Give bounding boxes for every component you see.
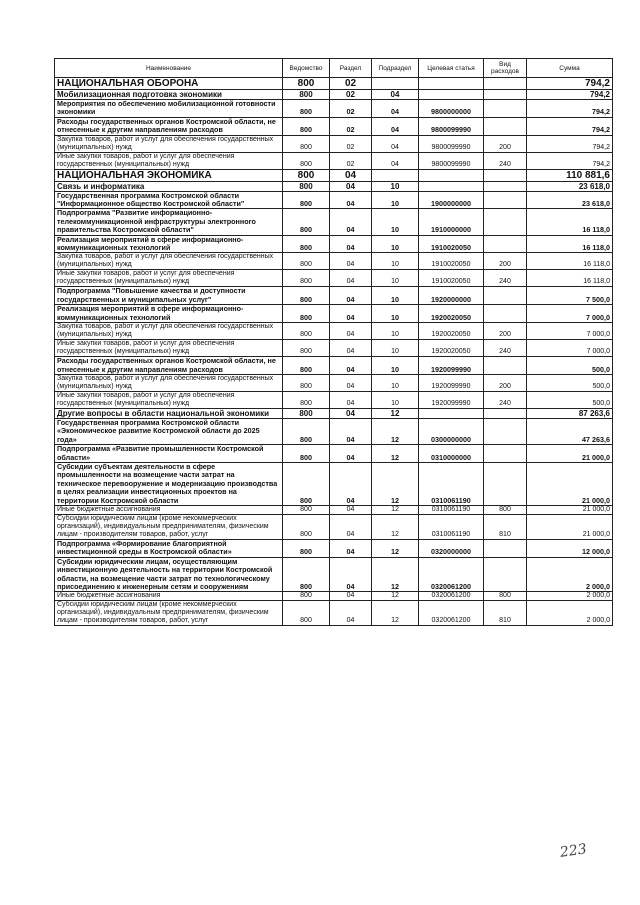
- cell-subsection: 10: [372, 181, 419, 191]
- header-section: Раздел: [330, 59, 372, 78]
- table-row: [55, 209, 613, 235]
- cell-target: 9800099990: [419, 117, 484, 135]
- cell-name: Государственная программа Костромской области «Экономическое развитие Костромской области до 2025 года»: [55, 418, 283, 444]
- table-row: [55, 592, 613, 601]
- cell-exp: [484, 418, 527, 444]
- header-row: [55, 59, 613, 78]
- cell-subsection: 10: [372, 391, 419, 408]
- cell-name: Субсидии субъектам деятельности в сфере промышленности на возмещение части затрат на техническое перевооружение и модернизацию производства в целях реализации инвестиционных проектов на территории Костромской области: [55, 462, 283, 505]
- cell-subsection: 04: [372, 100, 419, 118]
- cell-target: [419, 408, 484, 418]
- cell-target: 1910020050: [419, 253, 484, 270]
- cell-target: 1910020050: [419, 235, 484, 253]
- cell-subsection: 12: [372, 539, 419, 557]
- cell-dept: 800: [283, 287, 330, 305]
- cell-section: 02: [330, 117, 372, 135]
- cell-name: Закупка товаров, работ и услуг для обеспечения государственных (муниципальных) нужд: [55, 374, 283, 391]
- cell-subsection: 12: [372, 418, 419, 444]
- cell-subsection: 10: [372, 253, 419, 270]
- table-row: [55, 270, 613, 287]
- cell-sum: 21 000,0: [527, 505, 613, 514]
- cell-subsection: 10: [372, 209, 419, 235]
- cell-target: 9800099990: [419, 152, 484, 169]
- cell-name: Мероприятия по обеспечению мобилизационной готовности экономики: [55, 100, 283, 118]
- table-row: [55, 78, 613, 90]
- cell-section: 02: [330, 152, 372, 169]
- cell-section: 02: [330, 100, 372, 118]
- cell-name: Иные бюджетные ассигнования: [55, 505, 283, 514]
- cell-name: Иные закупки товаров, работ и услуг для обеспечения государственных (муниципальных) нужд: [55, 152, 283, 169]
- cell-exp: [484, 445, 527, 463]
- cell-section: 04: [330, 514, 372, 539]
- cell-sum: 21 000,0: [527, 462, 613, 505]
- cell-name: Субсидии юридическим лицам (кроме некоммерческих организаций), индивидуальным предпринимателям, физическим лицам - производителям товаров, работ, услуг: [55, 514, 283, 539]
- header-subsection: Подраздел: [372, 59, 419, 78]
- cell-exp: [484, 462, 527, 505]
- cell-subsection: 12: [372, 445, 419, 463]
- cell-sum: 2 000,0: [527, 557, 613, 592]
- cell-dept: 800: [283, 374, 330, 391]
- cell-target: 0310061190: [419, 505, 484, 514]
- table-row: [55, 462, 613, 505]
- cell-exp: [484, 287, 527, 305]
- cell-target: 1920099990: [419, 357, 484, 375]
- header-name: Наименование: [55, 59, 283, 78]
- cell-exp: [484, 191, 527, 209]
- cell-exp: [484, 117, 527, 135]
- cell-exp: [484, 90, 527, 100]
- cell-section: 02: [330, 90, 372, 100]
- cell-target: 1910020050: [419, 270, 484, 287]
- cell-name: Другие вопросы в области национальной экономики: [55, 408, 283, 418]
- cell-exp: 810: [484, 601, 527, 626]
- table-row: [55, 235, 613, 253]
- cell-target: 9800000000: [419, 100, 484, 118]
- cell-target: [419, 78, 484, 90]
- cell-exp: [484, 209, 527, 235]
- table-row: [55, 445, 613, 463]
- cell-exp: [484, 181, 527, 191]
- cell-dept: 800: [283, 445, 330, 463]
- cell-section: 04: [330, 191, 372, 209]
- cell-section: 04: [330, 462, 372, 505]
- cell-sum: 7 000,0: [527, 340, 613, 357]
- table-body: [55, 78, 613, 626]
- table-row: [55, 557, 613, 592]
- table-row: [55, 514, 613, 539]
- cell-name: Мобилизационная подготовка экономики: [55, 90, 283, 100]
- cell-subsection: 04: [372, 135, 419, 152]
- cell-sum: 16 118,0: [527, 270, 613, 287]
- cell-target: 0320000000: [419, 539, 484, 557]
- cell-target: 1920000000: [419, 287, 484, 305]
- cell-dept: 800: [283, 270, 330, 287]
- cell-exp: 810: [484, 514, 527, 539]
- table-row: [55, 305, 613, 323]
- cell-name: Реализация мероприятий в сфере информационно-коммуникационных технологий: [55, 235, 283, 253]
- cell-subsection: [372, 169, 419, 181]
- cell-name: Связь и информатика: [55, 181, 283, 191]
- cell-target: 0300000000: [419, 418, 484, 444]
- cell-sum: 794,2: [527, 100, 613, 118]
- cell-exp: 240: [484, 391, 527, 408]
- cell-name: Расходы государственных органов Костромской области, не отнесенные к другим направлениям расходов: [55, 117, 283, 135]
- cell-target: [419, 181, 484, 191]
- cell-target: 1920020050: [419, 305, 484, 323]
- header-target: Целевая статья: [419, 59, 484, 78]
- cell-exp: 200: [484, 253, 527, 270]
- cell-target: 0310061190: [419, 514, 484, 539]
- cell-section: 04: [330, 270, 372, 287]
- cell-section: 04: [330, 557, 372, 592]
- cell-name: Иные закупки товаров, работ и услуг для обеспечения государственных (муниципальных) нужд: [55, 340, 283, 357]
- cell-section: 04: [330, 357, 372, 375]
- cell-name: Иные бюджетные ассигнования: [55, 592, 283, 601]
- cell-name: Иные закупки товаров, работ и услуг для обеспечения государственных (муниципальных) нужд: [55, 270, 283, 287]
- cell-sum: 500,0: [527, 374, 613, 391]
- cell-exp: 200: [484, 323, 527, 340]
- cell-exp: 800: [484, 505, 527, 514]
- cell-name: Субсидии юридическим лицам (кроме некоммерческих организаций), индивидуальным предпринимателям, физическим лицам - производителям товаров, работ, услуг: [55, 601, 283, 626]
- cell-sum: 87 263,6: [527, 408, 613, 418]
- cell-name: Иные закупки товаров, работ и услуг для обеспечения государственных (муниципальных) нужд: [55, 391, 283, 408]
- cell-subsection: 10: [372, 357, 419, 375]
- cell-name: НАЦИОНАЛЬНАЯ ОБОРОНА: [55, 78, 283, 90]
- cell-name: Закупка товаров, работ и услуг для обеспечения государственных (муниципальных) нужд: [55, 135, 283, 152]
- table-row: [55, 601, 613, 626]
- cell-section: 04: [330, 505, 372, 514]
- cell-subsection: 12: [372, 505, 419, 514]
- cell-exp: [484, 305, 527, 323]
- cell-sum: 16 118,0: [527, 235, 613, 253]
- cell-dept: 800: [283, 100, 330, 118]
- cell-dept: 800: [283, 514, 330, 539]
- cell-sum: 12 000,0: [527, 539, 613, 557]
- table-row: [55, 391, 613, 408]
- cell-sum: 16 118,0: [527, 209, 613, 235]
- cell-exp: [484, 408, 527, 418]
- table-row: [55, 357, 613, 375]
- table-row: [55, 408, 613, 418]
- table-row: [55, 181, 613, 191]
- cell-section: 04: [330, 592, 372, 601]
- cell-sum: 7 500,0: [527, 287, 613, 305]
- cell-name: НАЦИОНАЛЬНАЯ ЭКОНОМИКА: [55, 169, 283, 181]
- table-row: [55, 169, 613, 181]
- cell-section: 02: [330, 78, 372, 90]
- cell-dept: 800: [283, 305, 330, 323]
- cell-sum: 794,2: [527, 90, 613, 100]
- header-dept: Ведомство: [283, 59, 330, 78]
- cell-target: 0310000000: [419, 445, 484, 463]
- cell-sum: 16 118,0: [527, 253, 613, 270]
- cell-section: 04: [330, 209, 372, 235]
- cell-dept: 800: [283, 505, 330, 514]
- cell-subsection: 10: [372, 287, 419, 305]
- cell-dept: 800: [283, 357, 330, 375]
- cell-dept: 800: [283, 253, 330, 270]
- cell-dept: 800: [283, 391, 330, 408]
- cell-subsection: 10: [372, 340, 419, 357]
- cell-section: 04: [330, 539, 372, 557]
- cell-exp: 240: [484, 340, 527, 357]
- cell-section: 04: [330, 235, 372, 253]
- cell-dept: 800: [283, 135, 330, 152]
- budget-table: [54, 58, 613, 626]
- cell-section: 04: [330, 181, 372, 191]
- cell-section: 04: [330, 340, 372, 357]
- cell-exp: [484, 78, 527, 90]
- cell-name: Государственная программа Костромской области "Информационное общество Костромской области": [55, 191, 283, 209]
- table-row: [55, 135, 613, 152]
- table-row: [55, 505, 613, 514]
- cell-subsection: 12: [372, 514, 419, 539]
- cell-subsection: 12: [372, 601, 419, 626]
- cell-name: Субсидии юридическим лицам, осуществляющим инвестиционную деятельность на территории Костромской области, на возмещение части затрат по технологическому присоединению к инженерным сетям и сооружениям: [55, 557, 283, 592]
- cell-exp: 800: [484, 592, 527, 601]
- cell-subsection: 10: [372, 323, 419, 340]
- cell-exp: [484, 169, 527, 181]
- table-row: [55, 191, 613, 209]
- cell-subsection: 12: [372, 557, 419, 592]
- cell-target: 1920099990: [419, 391, 484, 408]
- cell-section: 04: [330, 601, 372, 626]
- cell-target: 0320061200: [419, 557, 484, 592]
- cell-section: 04: [330, 391, 372, 408]
- cell-sum: 2 000,0: [527, 592, 613, 601]
- table-row: [55, 323, 613, 340]
- cell-section: 04: [330, 418, 372, 444]
- cell-exp: [484, 235, 527, 253]
- cell-subsection: 04: [372, 90, 419, 100]
- cell-name: Расходы государственных органов Костромской области, не отнесенные к другим направлениям расходов: [55, 357, 283, 375]
- cell-target: [419, 90, 484, 100]
- cell-target: 1920020050: [419, 323, 484, 340]
- cell-sum: 500,0: [527, 391, 613, 408]
- cell-sum: 23 618,0: [527, 191, 613, 209]
- table-row: [55, 374, 613, 391]
- cell-dept: 800: [283, 601, 330, 626]
- cell-name: Подпрограмма "Повышение качества и доступности государственных и муниципальных услуг": [55, 287, 283, 305]
- cell-target: 0310061190: [419, 462, 484, 505]
- cell-sum: 2 000,0: [527, 601, 613, 626]
- cell-dept: 800: [283, 323, 330, 340]
- cell-dept: 800: [283, 181, 330, 191]
- cell-section: 04: [330, 374, 372, 391]
- cell-name: Закупка товаров, работ и услуг для обеспечения государственных (муниципальных) нужд: [55, 323, 283, 340]
- cell-dept: 800: [283, 169, 330, 181]
- cell-sum: 110 881,6: [527, 169, 613, 181]
- cell-name: Подпрограмма «Формирование благоприятной инвестиционной среды в Костромской области»: [55, 539, 283, 557]
- cell-target: 1900000000: [419, 191, 484, 209]
- cell-sum: 794,2: [527, 135, 613, 152]
- cell-sum: 794,2: [527, 152, 613, 169]
- table-row: [55, 340, 613, 357]
- cell-subsection: 10: [372, 191, 419, 209]
- cell-exp: [484, 100, 527, 118]
- cell-name: Подпрограмма «Развитие промышленности Костромской области»: [55, 445, 283, 463]
- cell-sum: 23 618,0: [527, 181, 613, 191]
- table-row: [55, 539, 613, 557]
- cell-subsection: 12: [372, 408, 419, 418]
- header-exp: Вид расходов: [484, 59, 527, 78]
- cell-sum: 21 000,0: [527, 514, 613, 539]
- cell-name: Закупка товаров, работ и услуг для обеспечения государственных (муниципальных) нужд: [55, 253, 283, 270]
- cell-subsection: 04: [372, 117, 419, 135]
- cell-sum: 7 000,0: [527, 305, 613, 323]
- cell-section: 04: [330, 287, 372, 305]
- cell-exp: 200: [484, 135, 527, 152]
- cell-sum: 794,2: [527, 78, 613, 90]
- cell-subsection: 04: [372, 152, 419, 169]
- cell-exp: [484, 357, 527, 375]
- cell-sum: 500,0: [527, 357, 613, 375]
- table-row: [55, 117, 613, 135]
- cell-target: 1920020050: [419, 340, 484, 357]
- cell-dept: 800: [283, 592, 330, 601]
- cell-subsection: 10: [372, 305, 419, 323]
- cell-dept: 800: [283, 209, 330, 235]
- cell-exp: 240: [484, 270, 527, 287]
- cell-target: 1920099990: [419, 374, 484, 391]
- cell-dept: 800: [283, 117, 330, 135]
- table-row: [55, 287, 613, 305]
- cell-name: Подпрограмма "Развитие информационно-телекоммуникационной инфраструктуры электронного правительства Костромской области": [55, 209, 283, 235]
- cell-section: 04: [330, 305, 372, 323]
- table-row: [55, 90, 613, 100]
- cell-section: 04: [330, 253, 372, 270]
- cell-target: [419, 169, 484, 181]
- cell-target: 0320061200: [419, 592, 484, 601]
- cell-dept: 800: [283, 152, 330, 169]
- cell-dept: 800: [283, 418, 330, 444]
- cell-exp: [484, 557, 527, 592]
- table-row: [55, 418, 613, 444]
- table-row: [55, 152, 613, 169]
- cell-dept: 800: [283, 557, 330, 592]
- cell-dept: 800: [283, 462, 330, 505]
- cell-dept: 800: [283, 90, 330, 100]
- handwritten-page-number: 223: [559, 841, 588, 861]
- cell-section: 04: [330, 408, 372, 418]
- cell-subsection: 12: [372, 592, 419, 601]
- table-row: [55, 100, 613, 118]
- cell-name: Реализация мероприятий в сфере информационно-коммуникационных технологий: [55, 305, 283, 323]
- cell-exp: [484, 539, 527, 557]
- header-sum: Сумма: [527, 59, 613, 78]
- cell-dept: 800: [283, 539, 330, 557]
- cell-dept: 800: [283, 78, 330, 90]
- cell-sum: 7 000,0: [527, 323, 613, 340]
- cell-section: 04: [330, 445, 372, 463]
- cell-dept: 800: [283, 191, 330, 209]
- cell-section: 04: [330, 323, 372, 340]
- cell-section: 02: [330, 135, 372, 152]
- table-row: [55, 253, 613, 270]
- cell-subsection: 10: [372, 235, 419, 253]
- cell-exp: 240: [484, 152, 527, 169]
- cell-target: 0320061200: [419, 601, 484, 626]
- cell-dept: 800: [283, 340, 330, 357]
- cell-subsection: [372, 78, 419, 90]
- cell-subsection: 12: [372, 462, 419, 505]
- cell-target: 9800099990: [419, 135, 484, 152]
- cell-subsection: 10: [372, 270, 419, 287]
- cell-dept: 800: [283, 408, 330, 418]
- cell-sum: 794,2: [527, 117, 613, 135]
- cell-exp: 200: [484, 374, 527, 391]
- cell-section: 04: [330, 169, 372, 181]
- cell-dept: 800: [283, 235, 330, 253]
- cell-sum: 47 263,6: [527, 418, 613, 444]
- cell-subsection: 10: [372, 374, 419, 391]
- cell-sum: 21 000,0: [527, 445, 613, 463]
- cell-target: 1910000000: [419, 209, 484, 235]
